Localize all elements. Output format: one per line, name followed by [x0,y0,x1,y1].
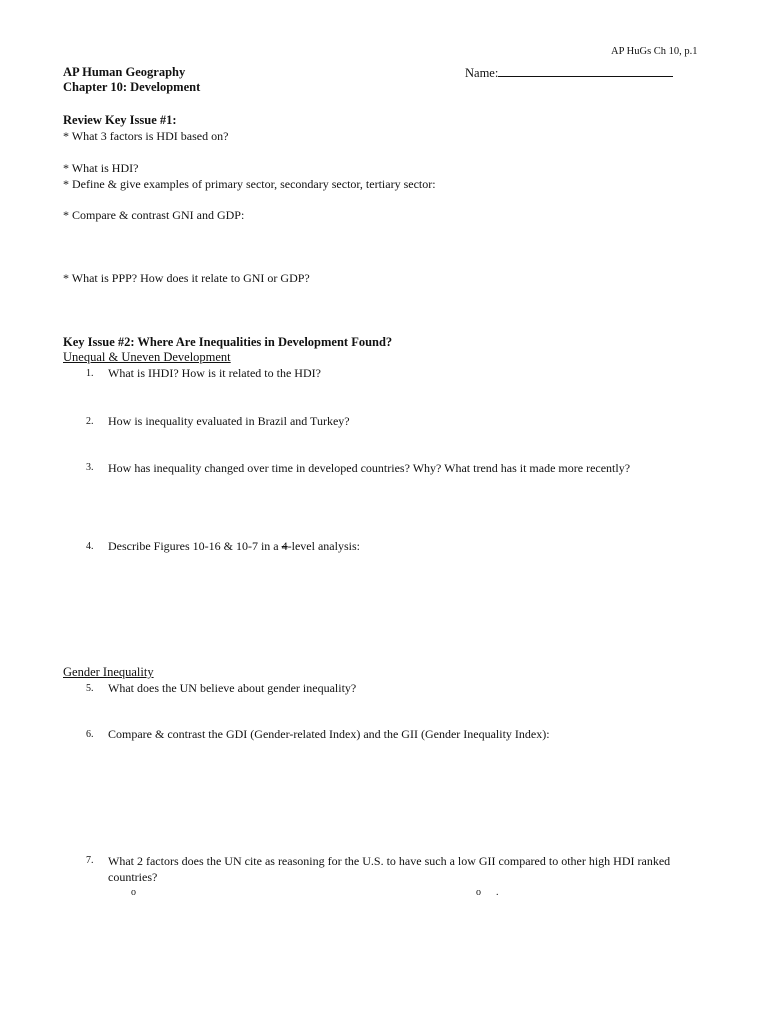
key-issue-2-heading: Key Issue #2: Where Are Inequalities in Development Found? [63,335,393,349]
sub-bullet-1: o [131,887,136,898]
question-number-5: 5. [86,683,94,694]
question-4-strikethrough: 4 [281,539,288,553]
name-blank-line [498,65,673,77]
chapter-title: Chapter 10: Development [63,80,201,94]
question-7: What 2 factors does the UN cite as reasoning for the U.S. to have such a low GII compared to other high HDI ranked countries? [108,854,671,884]
review-bullet-1: * What 3 factors is HDI based on? [63,129,229,143]
review-bullet-2: * What is HDI? [63,161,139,175]
question-number-2: 2. [86,416,94,427]
question-number-7: 7. [86,855,94,866]
sub-bullet-mark: . [496,887,499,898]
course-title: AP Human Geography [63,65,186,79]
page-reference: AP HuGs Ch 10, p.1 [611,46,698,57]
question-1: What is IHDI? How is it related to the HDI? [108,366,321,380]
name-label: Name: [465,66,499,80]
question-number-6: 6. [86,729,94,740]
subsection-gender-inequality: Gender Inequality [63,665,154,679]
review-bullet-4: * Compare & contrast GNI and GDP: [63,208,245,222]
question-number-1: 1. [86,368,94,379]
review-bullet-5: * What is PPP? How does it relate to GNI or GDP? [63,271,310,285]
question-5: What does the UN believe about gender inequality? [108,681,357,695]
question-4-text-start: Describe Figures 10-16 & 10-7 in a [108,539,282,553]
question-number-4: 4. [86,541,94,552]
question-4 [108,539,360,554]
name-field [465,65,673,81]
question-2: How is inequality evaluated in Brazil and Turkey? [108,414,350,428]
question-4-text-end: -level analysis: [287,539,360,553]
sub-bullet-2: o [476,887,481,898]
subsection-unequal-development: Unequal & Uneven Development [63,350,231,364]
question-number-3: 3. [86,462,94,473]
question-6: Compare & contrast the GDI (Gender-related Index) and the GII (Gender Inequality Index): [108,727,550,741]
question-3: How has inequality changed over time in developed countries? Why? What trend has it made more recently? [108,461,631,475]
review-bullet-3: * Define & give examples of primary sector, secondary sector, tertiary sector: [63,177,436,191]
review-heading: Review Key Issue #1: [63,113,177,127]
